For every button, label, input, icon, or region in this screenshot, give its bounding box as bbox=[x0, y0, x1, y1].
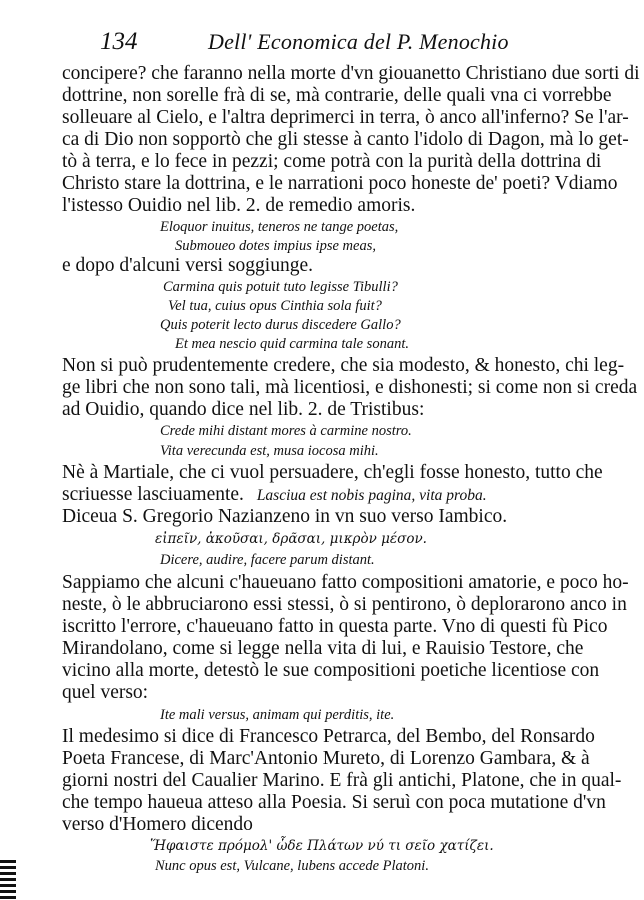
text-line: Poeta Francese, di Marc'Antonio Mureto, di Lorenzo Gambara, & à bbox=[62, 748, 590, 769]
latin-verse: Carmina quis potuit tuto legisse Tibulli? bbox=[163, 279, 398, 295]
text-line: tò à terra, e lo fece in pezzi; come potrà con la purità della dottrina di bbox=[62, 151, 602, 172]
latin-verse: Vita verecunda est, musa iocosa mihi. bbox=[160, 443, 379, 459]
text-line: iscritto l'errore, c'haueuano fatto in questa parte. Vno di questi fù Pico bbox=[62, 616, 608, 637]
latin-verse: Crede mihi distant mores à carmine nostro. bbox=[160, 423, 412, 439]
text-line: Christo stare la dottrina, e le narrationi poco honeste de' poeti? Vdiamo bbox=[62, 173, 618, 194]
text-line: e dopo d'alcuni versi soggiunge. bbox=[62, 255, 314, 276]
text-line: vicino alla morte, detestò le sue compositioni poetiche licentiose con bbox=[62, 660, 600, 681]
text-line: quel verso: bbox=[62, 682, 149, 703]
text-line: neste, ò le abbruciarono essi stessi, ò si pentirono, ò deplorarono anco in bbox=[62, 594, 627, 615]
text-line: Nè à Martiale, che ci vuol persuadere, ch'egli fosse honesto, tutto che bbox=[62, 462, 603, 483]
latin-verse: Nunc opus est, Vulcane, lubens accede Platoni. bbox=[155, 858, 429, 874]
text-line: giorni nostri del Caualier Marino. E frà gli antichi, Platone, che in qual- bbox=[62, 770, 622, 791]
text-line: Non si può prudentemente credere, che sia modesto, & honesto, chi leg- bbox=[62, 355, 625, 376]
latin-verse: Eloquor inuitus, teneros ne tange poetas, bbox=[160, 219, 399, 235]
latin-verse: Vel tua, cuius opus Cinthia sola fuit? bbox=[168, 298, 382, 314]
latin-verse: Ite mali versus, animam qui perditis, ite. bbox=[160, 707, 395, 723]
text-line: ad Ouidio, quando dice nel lib. 2. de Tristibus: bbox=[62, 399, 425, 420]
text-line: Il medesimo si dice di Francesco Petrarca, del Bembo, del Ronsardo bbox=[62, 726, 595, 747]
text-line: concipere? che faranno nella morte d'vn giouanetto Christiano due sorti di bbox=[62, 63, 640, 84]
latin-verse: Dicere, audire, facere parum distant. bbox=[160, 552, 375, 568]
text-line: che tempo haueua atteso alla Poesia. Si seruì con poca mutatione d'vn bbox=[62, 792, 606, 813]
latin-verse: Submoueo dotes impius ipse meas, bbox=[175, 238, 376, 254]
page-number: 134 bbox=[100, 28, 138, 55]
latin-verse: Et mea nescio quid carmina tale sonant. bbox=[175, 336, 409, 352]
latin-verse: Quis poterit lecto durus discedere Gallo? bbox=[160, 317, 401, 333]
text-line: ge libri che non sono tali, mà licentiosi, e dishonesti; si come non si creda bbox=[62, 377, 638, 398]
text-line: Mirandolano, come si legge nella vita di lui, e Rauisio Testore, che bbox=[62, 638, 584, 659]
text-line: verso d'Homero dicendo bbox=[62, 814, 253, 835]
text-line: dottrine, non sorelle frà di se, mà contrarie, delle quali vna ci vorrebbe bbox=[62, 85, 612, 106]
text-line: solleuare al Cielo, e l'altra deprimerci in terra, ò anco all'inferno? Se l'ar- bbox=[62, 107, 629, 128]
greek-verse: εἰπεῖν, ἀκοῦσαι, δρᾶσαι, μικρὸν μέσον. bbox=[155, 531, 427, 547]
martial-quote: Lasciua est nobis pagina, vita proba. bbox=[256, 487, 487, 504]
text-line: Sappiamo che alcuni c'haueuano fatto compositioni amatorie, e poco ho- bbox=[62, 572, 629, 593]
running-title: Dell' Economica del P. Menochio bbox=[208, 29, 509, 54]
greek-verse: Ἥφαιστε πρόμολ' ὧδε Πλάτων νύ τι σεῖο χατίζει. bbox=[150, 838, 494, 854]
text-line: Diceua S. Gregorio Nazianzeno in vn suo verso Iambico. bbox=[62, 506, 508, 527]
text-line: ca di Dio non sopportò che gli stesse à canto l'idolo di Dagon, mà lo get- bbox=[62, 129, 629, 150]
page-edge-decoration bbox=[0, 860, 16, 900]
text-line-part: scriuesse lasciuamente. bbox=[62, 484, 244, 505]
text-line bbox=[62, 484, 487, 507]
text-line: l'istesso Ouidio nel lib. 2. de remedio amoris. bbox=[62, 195, 416, 216]
